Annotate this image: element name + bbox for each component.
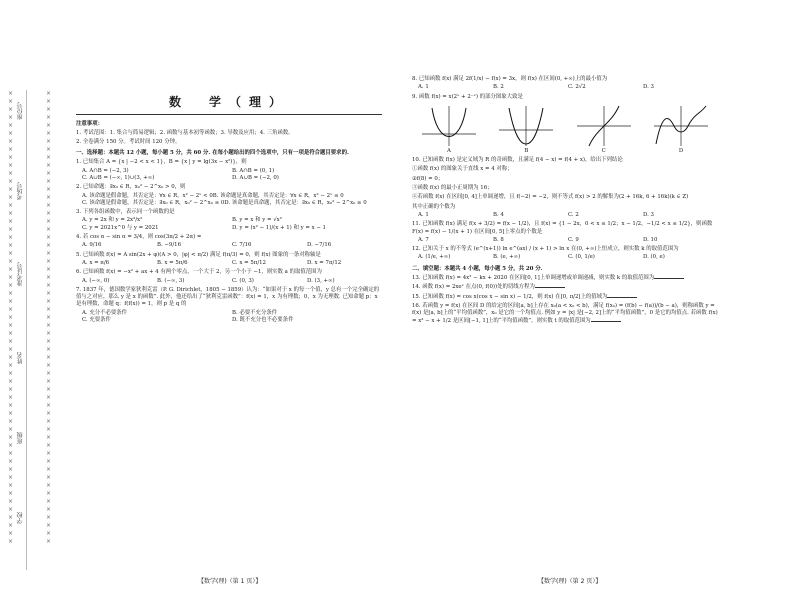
answer-option: C. y = 2021x^0 与 y = 2021	[82, 224, 159, 231]
answer-option: B. A∩B = (0, 1)	[232, 167, 275, 174]
answer-blank[interactable]	[535, 287, 565, 288]
graph-option-a	[420, 104, 478, 155]
answer-option: D. −7/16	[307, 242, 332, 249]
answer-option: C. A∪B = (−∞, 1)∪(3, +∞)	[82, 174, 155, 181]
question-stem: ④若函数 f(x) 在区间[0, 4]上单调递增，且 f(−2) = −2，则不等式 f(x) > 2 的解集为(2 + 16k, 6 + 16k)(k ∈ Z)	[412, 194, 689, 201]
binding-label: 姓名	[17, 352, 24, 364]
question-stem: 11. 已知函数 f(x) 满足 f(x + 3/2) = f(x − 1/2)，且 f(x) = {1 − 2x，0 < x ≤ 1/2；x − 1/2，−1/2 < x ≤ 1/2}，则函数 F(x) = f(x) − 1/(x + 1) 在区间[0, 5]上零点的个数是	[412, 221, 713, 235]
fill-in-stem: 13. 已知函数 f(x) = 4x² − kx + 2020 在区间[0, 1]上单调递增或单调递减，则实数 k 的取值范围为	[412, 275, 655, 282]
option-row	[418, 237, 718, 244]
answer-option: A. 7	[418, 236, 429, 243]
graph-label: B	[524, 147, 529, 154]
binding-label: 学校	[17, 512, 24, 524]
question-stem: 2. 已知命题：∃x₀ ∈ R，x₀² − 2^x₀ > 0，则	[76, 184, 186, 191]
page-footer: 【数学(理)（第 1 页）】	[198, 578, 262, 585]
answer-option: D. x = 7π/12	[307, 259, 342, 266]
option-row	[82, 260, 382, 267]
section-1-heading: 一、选择题：本题共 12 小题，每小题 5 分，共 60 分. 在每小题给出的四个选项中，只有一项是符合题目要求的.	[76, 150, 349, 157]
question-stem: 4. 若 cos α − sin α = 3/4，则 cos(3π/2 + 2α) =	[76, 234, 202, 241]
answer-option: A. A∩B = (−2, 3)	[82, 167, 129, 174]
binding-cross-column-left: × × × × × × × × × × × × × × × × × × × × × × × × × × × × × × × × × × × × × × × × × × × × × × × × × × × × × × × × ×	[8, 90, 14, 545]
answer-option: A. 1	[418, 84, 429, 91]
notes-block	[76, 121, 382, 146]
answer-option: A. (−∞, 0)	[82, 277, 110, 284]
option-row	[418, 254, 718, 261]
answer-option: B. 8	[493, 236, 504, 243]
fill-in-question	[412, 275, 718, 282]
answer-option: B. 2	[493, 84, 504, 91]
graph-a-plot	[420, 104, 478, 148]
answer-option: A. 9/16	[82, 242, 102, 249]
option-row	[82, 193, 382, 208]
binding-label: 考场号	[17, 182, 24, 200]
question-list	[76, 159, 382, 324]
fill-in-stem: 15. 已知函数 f(x) = cos x(cos x − sin x) − 1/2，则 f(x) 在[0, π/2]上的值域为	[412, 293, 608, 300]
section-2-heading: 二、填空题：本题共 4 小题，每小题 5 分，共 20 分.	[412, 265, 543, 272]
option-row	[82, 168, 382, 183]
answer-option: C. (0, 1/e)	[568, 254, 595, 261]
question-list	[412, 76, 718, 101]
answer-option: A. (1/e, +∞)	[418, 254, 451, 261]
graph-b-plot	[497, 104, 555, 148]
option-row	[418, 84, 718, 91]
page-1-column	[76, 78, 382, 324]
binding-line	[26, 90, 27, 570]
answer-option: D. 该命题是真命题，其否定是：∃x₀ ∈ R，x₀² − 2^x₀ ≥ 0	[224, 199, 367, 206]
question-stem: 3. 下列各组函数中，表示同一个函数的是	[76, 209, 175, 216]
answer-blank[interactable]	[591, 321, 621, 322]
answer-option: D. 10	[643, 236, 658, 243]
fill-in-stem: 16. 若函数 y = f(x) 在区间 D 的给定的区间[a, b]上存在 x₀(a < x₀ < b)，满足 f(x₀) = (f(b) − f(a))/(b − a)，则称函数 y = f(x) 是[a, b]上的“平均值函数”，x₀ 是它的一个均值点. 例如 y = |x| 是[−2, 2]上的“平均值函数”，0 是它的均值点. 若函数 f(x) = x³ − x + 1/2 是区间[−1, 1]上的“平均值函数”，则实数 t 的取值范围为	[412, 302, 718, 324]
question-stem: 5. 已知函数 f(x) = A sin(2x + φ)(A > 0，|φ| < π/2) 满足 f(π/3) = 0，则 f(x) 图象的一条对称轴是	[76, 251, 321, 258]
option-row	[82, 310, 382, 325]
answer-option: C. 7/16	[232, 242, 252, 249]
question-stem: 1. 已知集合 A = {x | −2 < x < 1}，B = {x | y = lg(3x − x²)}，则	[76, 159, 247, 166]
option-row	[82, 278, 382, 285]
binding-label: 准考证号	[17, 262, 24, 286]
graph-label: C	[601, 147, 606, 154]
answer-option: D. 3	[643, 211, 654, 218]
question-stem: 7. 1837 年，德国数学家狄利克雷（P. G. Dirichlet，1805 − 1859）认为：“如果对于 x 的每一个值，y 总有一个完全确定的值与之对应，那么 y 是 x 的函数”. 此外，他还给出了“狄利克雷函数”：f(x) = 1，x 为有理数；0，x 为无理数. 已知命题 p：x 是有理数，命题 q：f(f(x)) = 1，则 p 是 q 的	[76, 286, 380, 308]
answer-option: B. x = 5π/6	[157, 259, 188, 266]
graph-label: D	[678, 147, 684, 154]
question-stem: 6. 已知函数 f(x) = −x² + ax + 4 有两个零点，一个大于 2，另一个小于 −1，则实数 a 的取值范围为	[76, 269, 322, 276]
question-stem: 10. 已知函数 f(x) 是定义域为 R 的奇函数，且满足 f(4 − x) = f(4 + x)，给出下列结论	[412, 157, 623, 164]
graph-label: A	[447, 147, 451, 154]
fill-in-stem: 14. 函数 f(x) = 2xeˣ 在点(0, f(0))处的切线方程为	[412, 284, 535, 291]
fill-in-question	[412, 303, 718, 325]
note-item: 2. 全卷满分 150 分。考试时间 120 分钟。	[76, 138, 181, 145]
answer-option: B. (e, +∞)	[493, 254, 521, 261]
answer-option: D. 3	[643, 84, 654, 91]
option-row	[418, 212, 718, 219]
answer-option: D. y = (x² − 1)/(x + 1) 和 y = x − 1	[232, 224, 326, 231]
graph-d-plot	[652, 104, 710, 148]
answer-option: B. −9/16	[157, 242, 182, 249]
question-list	[412, 157, 718, 262]
answer-blank[interactable]	[654, 278, 684, 279]
binding-label: 座位号	[17, 102, 24, 120]
option-row	[82, 242, 382, 249]
answer-option: C. 2√2	[568, 84, 586, 91]
answer-option: C. (0, 3)	[232, 277, 254, 284]
answer-option: A. 1	[418, 211, 429, 218]
answer-option: D. A∪B = (−2, 0)	[232, 174, 279, 181]
answer-option: C. 9	[568, 236, 579, 243]
answer-option: D. 既不充分也不必要条件	[232, 317, 294, 324]
answer-option: A. x = π/6	[82, 259, 110, 266]
answer-option: B. y = x 和 y = √x²	[232, 217, 282, 224]
page-title: 数 学（理）	[76, 94, 382, 115]
binding-cross-column-right: × × × × × × × × × × × × × × × × × × × × × × × × × × × × × × × × × × × × × × × × × × × × × × × × × × × × × × × × ×	[46, 90, 52, 545]
fill-in-list	[412, 275, 718, 325]
answer-option: D. (0, e)	[643, 254, 665, 261]
answer-option: B. 4	[493, 211, 504, 218]
answer-option: B. (−∞, 3)	[157, 277, 185, 284]
binding-margin	[8, 90, 56, 570]
answer-option: A. y = 2x 和 y = 2x³/x²	[82, 217, 143, 224]
question-stem: 9. 函数 f(x) = x(2ˣ + 2⁻ˣ) 的部分图象大致是	[412, 93, 523, 100]
fill-in-question	[412, 284, 718, 291]
graph-option-b	[497, 104, 555, 155]
graph-c-plot	[575, 104, 633, 148]
graph-option-d	[652, 104, 710, 155]
graph-options	[420, 104, 710, 155]
answer-option: D. (3, +∞)	[307, 277, 335, 284]
answer-option: B. 必要不充分条件	[232, 309, 278, 316]
graph-option-c	[575, 104, 633, 155]
binding-label: 班级	[17, 432, 24, 444]
answer-blank[interactable]	[607, 297, 637, 298]
answer-option: C. x = 5π/12	[232, 259, 266, 266]
fill-in-question	[412, 294, 718, 301]
question-stem: ①函数 f(x) 的图象关于直线 x = 4 对称；	[412, 166, 513, 173]
question-stem: 其中正确的个数为	[412, 203, 456, 210]
answer-option: C. 2	[568, 211, 579, 218]
answer-option: C. 该命题是假命题，其否定是：∃x₀ ∈ R，x₀² − 2^x₀ ≤ 0	[82, 199, 225, 206]
option-row	[82, 217, 382, 232]
question-stem: ②f(8) = 0；	[412, 175, 444, 182]
page-footer: 【数学(理)（第 2 页）】	[538, 578, 602, 585]
question-stem: 12. 已知关于 x 的不等式 (e^(x+1)) ln e^(ax) / (x + 1) > ln x 在(0, +∞)上恒成立，则实数 k 的取值范围为	[412, 246, 679, 253]
question-stem: ③函数 f(x) 的最小正周期为 16；	[412, 185, 493, 192]
note-item: 1. 考试范围：1. 集合与简易逻辑；2. 函数与基本初等函数；3. 导数及应用；4. 三角函数。	[76, 130, 294, 137]
notes-heading: 注意事项：	[76, 121, 103, 128]
answer-option: A. 该命题是假命题，其否定是：∀x ∈ R，x² − 2ˣ < 0	[82, 192, 213, 199]
answer-option: C. 充要条件	[82, 317, 111, 324]
answer-option: B. 该命题是真命题，其否定是：∀x ∈ R，x² − 2ˣ ≤ 0	[212, 192, 344, 199]
answer-option: A. 充分不必要条件	[82, 309, 128, 316]
question-stem: 8. 已知函数 f(x) 满足 2f(1/x) − f(x) = 3x，则 f(x) 在区间(0, +∞)上的最小值为	[412, 76, 608, 82]
page-2-column	[412, 74, 718, 325]
